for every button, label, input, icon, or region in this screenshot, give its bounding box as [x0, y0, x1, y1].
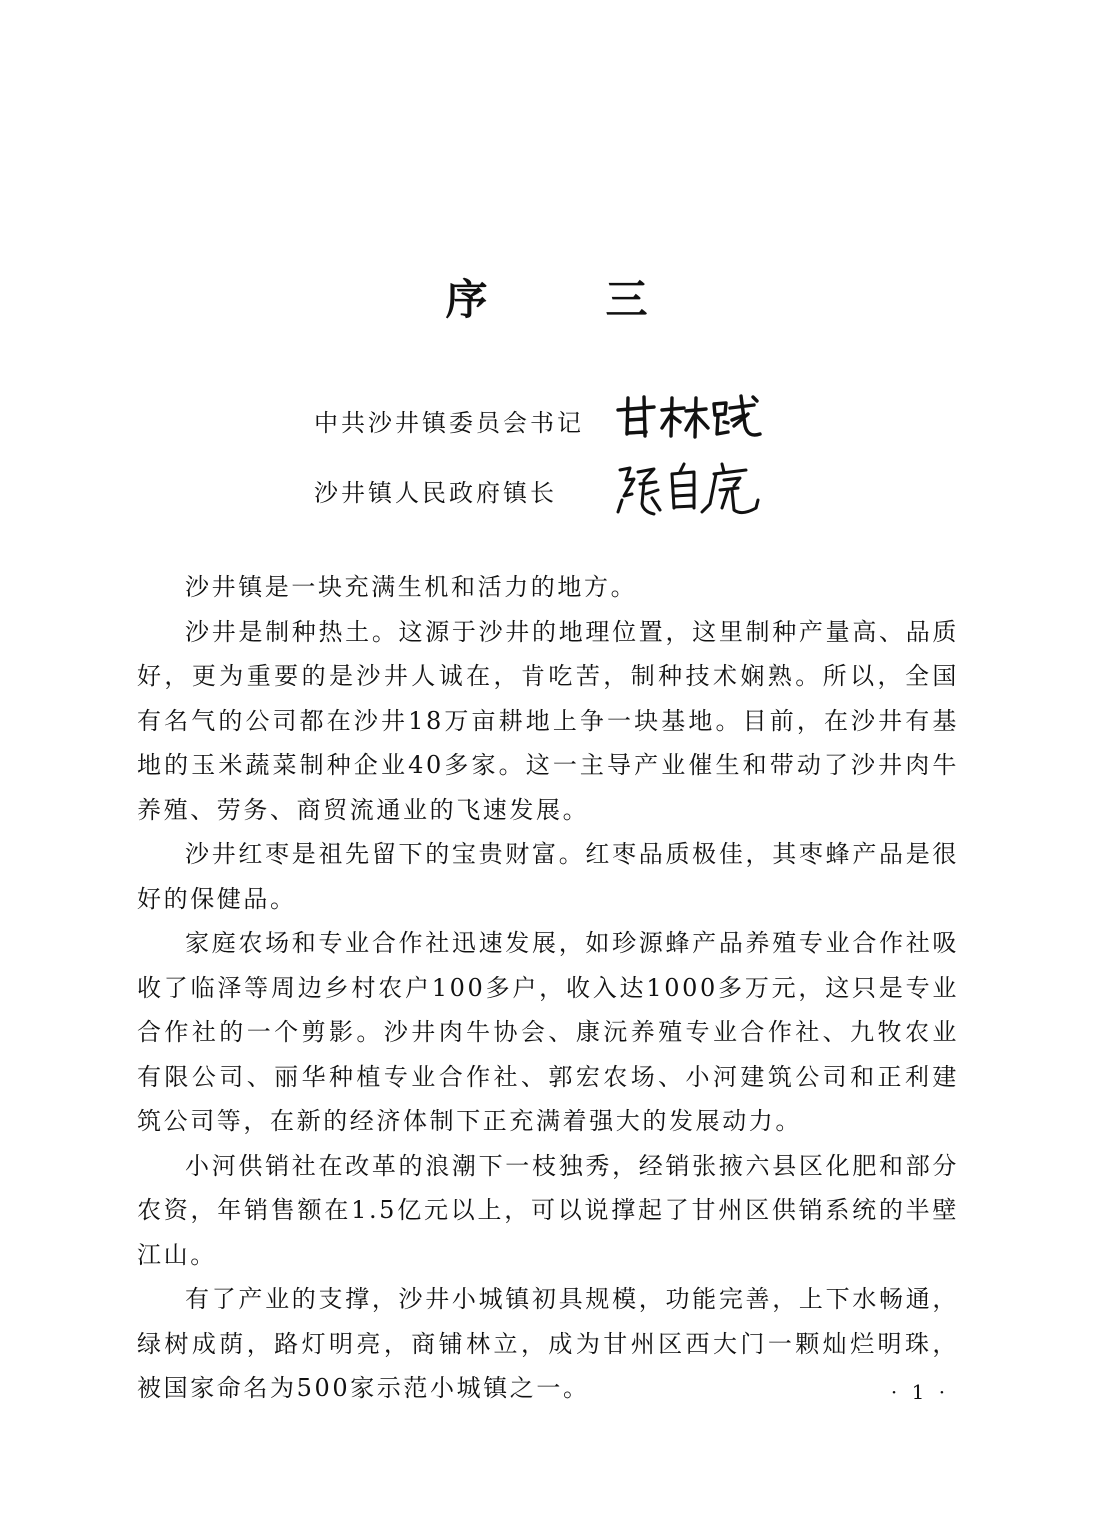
paragraph: 家庭农场和专业合作社迅速发展，如珍源蜂产品养殖专业合作社吸收了临泽等周边乡村农户100多户，收入达1000多万元，这只是专业合作社的一个剪影。沙井肉牛协会、康沅养殖专业合作社、九牧农业有限公司、丽华种植专业合作社、郭宏农场、小河建筑公司和正利建筑公司等，在新的经济体制下正充满着强大的发展动力。: [137, 929, 959, 1135]
page-number: · 1 ·: [890, 1380, 950, 1404]
signature-image: [614, 460, 764, 520]
preface-body: [137, 565, 959, 1411]
signatory-secretary: [314, 392, 764, 448]
signatory-mayor: [314, 462, 764, 518]
paragraph: 小河供销社在改革的浪潮下一枝独秀，经销张掖六县区化肥和部分农资，年销售额在1.5亿元以上，可以说撑起了甘州区供销系统的半壁江山。: [137, 1151, 959, 1269]
signature-image: [614, 392, 764, 448]
paragraph: 有了产业的支撑，沙井小城镇初具规模，功能完善，上下水畅通，绿树成荫，路灯明亮，商铺林立，成为甘州区西大门一颗灿烂明珠，被国家命名为500家示范小城镇之一。: [137, 1285, 959, 1402]
paragraph: 沙井镇是一块充满生机和活力的地方。: [185, 573, 638, 601]
paragraph: 沙井红枣是祖先留下的宝贵财富。红枣品质极佳，其枣蜂产品是很好的保健品。: [137, 840, 959, 913]
page-title: 序三: [445, 275, 766, 324]
signatory-position: 沙井镇人民政府镇长: [314, 478, 557, 507]
paragraph: 沙井是制种热土。这源于沙井的地理位置，这里制种产量高、品质好，更为重要的是沙井人诚在，肯吃苦，制种技术娴熟。所以，全国有名气的公司都在沙井18万亩耕地上争一块基地。目前，在沙井有基地的玉米蔬菜制种企业40多家。这一主导产业催生和带动了沙井肉牛养殖、劳务、商贸流通业的飞速发展。: [137, 617, 959, 824]
signatory-position: 中共沙井镇委员会书记: [314, 408, 584, 437]
